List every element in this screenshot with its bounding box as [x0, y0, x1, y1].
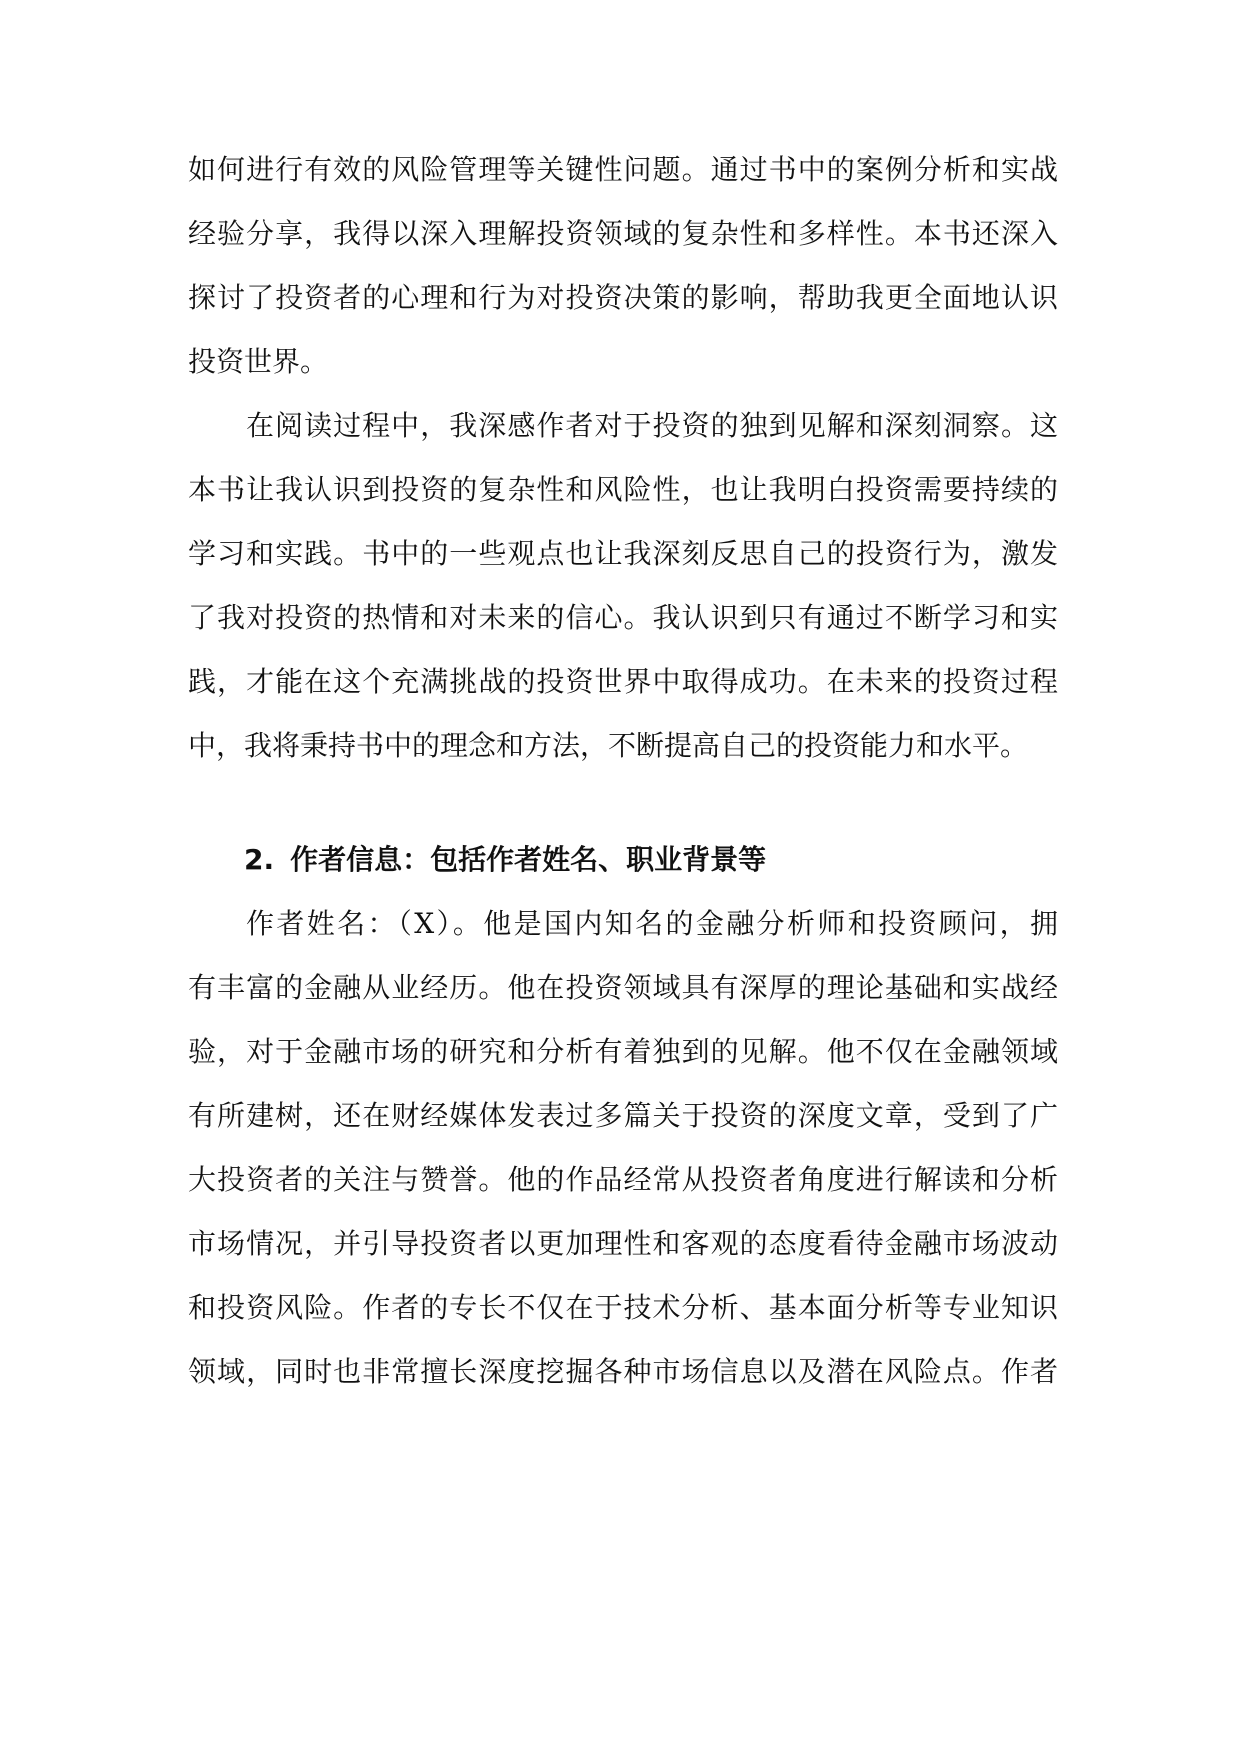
- paragraph-line: 探讨了投资者的心理和行为对投资决策的影响，帮助我更全面地认识: [188, 281, 1058, 314]
- paragraph-line: 有所建树，还在财经媒体发表过多篇关于投资的深度文章，受到了广: [188, 1099, 1058, 1132]
- paragraph-line: 经验分享，我得以深入理解投资领域的复杂性和多样性。本书还深入: [188, 217, 1058, 250]
- section-heading: [188, 828, 1058, 892]
- paragraph-1: [188, 138, 1058, 394]
- paragraph-line: 在阅读过程中，我深感作者对于投资的独到见解和深刻洞察。这: [246, 409, 1058, 442]
- paragraph-3: [188, 892, 1058, 1404]
- paragraph-line: 领域，同时也非常擅长深度挖掘各种市场信息以及潜在风险点。作者: [188, 1355, 1058, 1388]
- section-title: 作者信息：包括作者姓名、职业背景等: [290, 843, 767, 876]
- paragraph-line: 大投资者的关注与赞誉。他的作品经常从投资者角度进行解读和分析: [188, 1163, 1058, 1196]
- paragraph-line: 投资世界。: [188, 345, 329, 378]
- paragraph-line: 践，才能在这个充满挑战的投资世界中取得成功。在未来的投资过程: [188, 665, 1058, 698]
- paragraph-line: 和投资风险。作者的专长不仅在于技术分析、基本面分析等专业知识: [188, 1291, 1058, 1324]
- paragraph-line: 如何进行有效的风险管理等关键性问题。通过书中的案例分析和实战: [188, 153, 1058, 186]
- paragraph-line: 作者姓名：（X）。他是国内知名的金融分析师和投资顾问，拥: [246, 907, 1058, 940]
- paragraph-2: [188, 394, 1058, 778]
- section-number: 2.: [244, 843, 275, 876]
- paragraph-line: 中，我将秉持书中的理念和方法，不断提高自己的投资能力和水平。: [188, 729, 1029, 762]
- paragraph-line: 验，对于金融市场的研究和分析有着独到的见解。他不仅在金融领域: [188, 1035, 1058, 1068]
- paragraph-line: 有丰富的金融从业经历。他在投资领域具有深厚的理论基础和实战经: [188, 971, 1058, 1004]
- paragraph-line: 学习和实践。书中的一些观点也让我深刻反思自己的投资行为，激发: [188, 537, 1058, 570]
- paragraph-line: 了我对投资的热情和对未来的信心。我认识到只有通过不断学习和实: [188, 601, 1058, 634]
- paragraph-line: 本书让我认识到投资的复杂性和风险性，也让我明白投资需要持续的: [188, 473, 1058, 506]
- document-body: [188, 138, 1058, 1404]
- paragraph-line: 市场情况，并引导投资者以更加理性和客观的态度看待金融市场波动: [188, 1227, 1058, 1260]
